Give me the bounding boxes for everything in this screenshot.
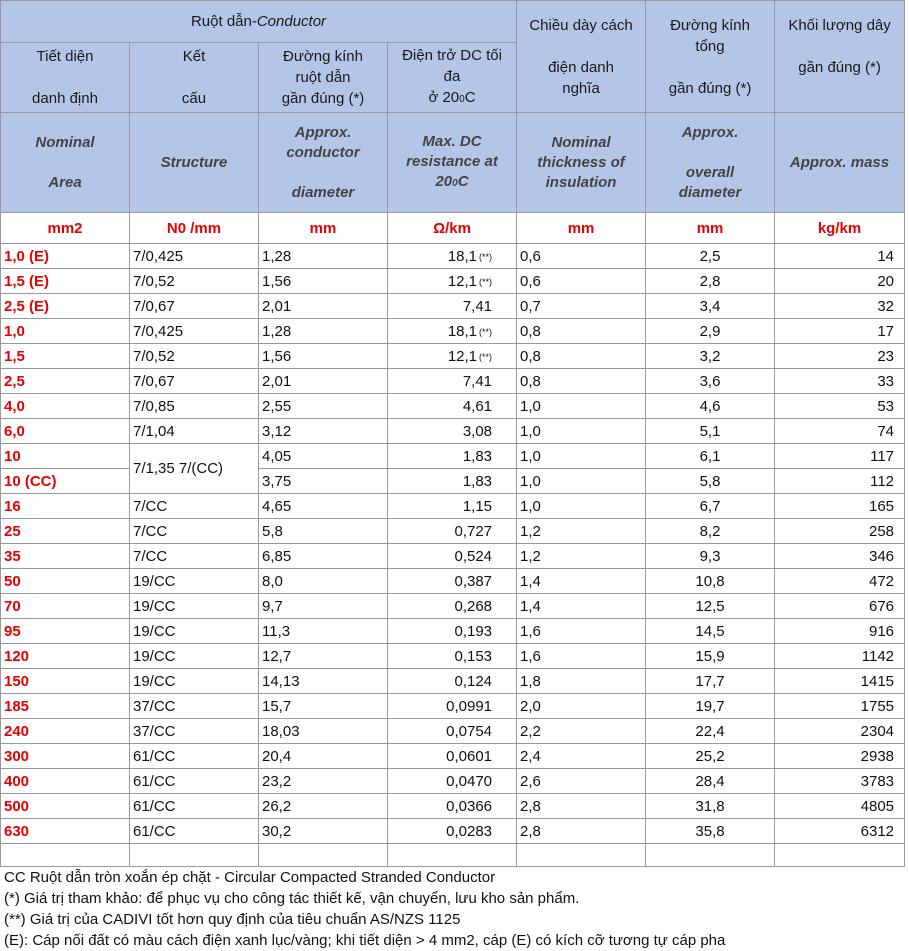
table-row (1, 244, 905, 269)
dc-resistance-cell: 3,08 (388, 419, 517, 444)
table-row (1, 694, 905, 719)
structure-cell: 61/CC (130, 769, 259, 794)
mass-header-en: Approx. mass (775, 113, 905, 213)
size-cell: 2,5 (1, 369, 130, 394)
insulation-cell: 2,0 (517, 694, 646, 719)
conductor-diameter-cell: 5,8 (259, 519, 388, 544)
structure-cell: 19/CC (130, 594, 259, 619)
unit-mass: kg/km (775, 213, 905, 244)
structure-cell: 61/CC (130, 819, 259, 844)
structure-cell: 19/CC (130, 644, 259, 669)
footnote-marker: (**) (479, 351, 493, 362)
mass-cell: 4805 (775, 794, 905, 819)
mass-header-vi: Khối lượng dây gần đúng (*) (775, 1, 905, 113)
structure-cell: 7/0,52 (130, 344, 259, 369)
mass-cell: 33 (775, 369, 905, 394)
structure-cell: 37/CC (130, 719, 259, 744)
overall-diameter-cell: 12,5 (646, 594, 775, 619)
conductor-diameter-cell: 3,75 (259, 469, 388, 494)
table-row (1, 794, 905, 819)
dc-resistance-cell: 12,1 (**) (388, 344, 517, 369)
mass-cell: 2304 (775, 719, 905, 744)
structure-cell: 19/CC (130, 619, 259, 644)
conductor-diameter-cell: 1,56 (259, 269, 388, 294)
dc-resistance-cell: 12,1 (**) (388, 269, 517, 294)
insulation-cell: 1,4 (517, 594, 646, 619)
mass-cell: 112 (775, 469, 905, 494)
size-cell: 1,5 (1, 344, 130, 369)
dc-resistance-cell: 18,1 (**) (388, 319, 517, 344)
dc-resistance-cell: 7,41 (388, 294, 517, 319)
size-cell: 4,0 (1, 394, 130, 419)
table-row (1, 294, 905, 319)
unit-insulation: mm (517, 213, 646, 244)
size-cell: 1,0 (1, 319, 130, 344)
unit-structure: N0 /mm (130, 213, 259, 244)
mass-cell: 346 (775, 544, 905, 569)
dc-resistance-cell: 0,153 (388, 644, 517, 669)
insulation-cell: 2,6 (517, 769, 646, 794)
overall-diameter-cell: 31,8 (646, 794, 775, 819)
size-cell: 35 (1, 544, 130, 569)
overall-diameter-cell: 17,7 (646, 669, 775, 694)
structure-header-en: Structure (130, 113, 259, 213)
conductor-diameter-cell: 9,7 (259, 594, 388, 619)
size-cell: 500 (1, 794, 130, 819)
size-cell: 16 (1, 494, 130, 519)
area-header-en: Nominal Area (1, 113, 130, 213)
insulation-cell: 1,0 (517, 444, 646, 469)
size-cell: 6,0 (1, 419, 130, 444)
dc-resistance-cell: 1,83 (388, 444, 517, 469)
table-row (1, 519, 905, 544)
dc-resistance-cell: 0,524 (388, 544, 517, 569)
note-cadivi: (**) Giá trị của CADIVI tốt hơn quy định của tiêu chuẩn AS/NZS 1125 (4, 911, 461, 928)
insulation-cell: 1,2 (517, 544, 646, 569)
structure-cell: 61/CC (130, 744, 259, 769)
overall-diameter-cell: 5,8 (646, 469, 775, 494)
mass-cell: 258 (775, 519, 905, 544)
insulation-cell: 0,8 (517, 369, 646, 394)
table-row (1, 819, 905, 844)
dc-resistance-cell: 18,1 (**) (388, 244, 517, 269)
table-row (1, 369, 905, 394)
insulation-cell: 0,6 (517, 269, 646, 294)
footnotes (0, 867, 909, 951)
conductor-diameter-cell: 11,3 (259, 619, 388, 644)
structure-cell: 7/CC (130, 494, 259, 519)
unit-dc-resistance: Ω/km (388, 213, 517, 244)
overall-diameter-cell: 15,9 (646, 644, 775, 669)
table-row (1, 744, 905, 769)
overall-diameter-header-vi: Đường kính tổng gần đúng (*) (646, 1, 775, 113)
overall-diameter-header-en: Approx. overall diameter (646, 113, 775, 213)
conductor-group-header: Ruột dẫn-Conductor (1, 1, 517, 43)
conductor-diameter-cell: 2,01 (259, 369, 388, 394)
size-cell: 1,5 (E) (1, 269, 130, 294)
table-row (1, 769, 905, 794)
structure-cell: 37/CC (130, 694, 259, 719)
note-reference: (*) Giá trị tham khảo: để phục vụ cho công tác thiết kế, vận chuyển, lưu kho sản phẩm. (4, 890, 580, 907)
size-cell: 50 (1, 569, 130, 594)
mass-cell: 6312 (775, 819, 905, 844)
overall-diameter-cell: 3,6 (646, 369, 775, 394)
insulation-cell: 1,6 (517, 619, 646, 644)
table-row (1, 594, 905, 619)
insulation-cell: 1,6 (517, 644, 646, 669)
overall-diameter-cell: 10,8 (646, 569, 775, 594)
structure-cell: 7/0,85 (130, 394, 259, 419)
table-row (1, 269, 905, 294)
insulation-cell: 2,4 (517, 744, 646, 769)
mass-cell: 17 (775, 319, 905, 344)
conductor-diameter-cell: 1,56 (259, 344, 388, 369)
conductor-diameter-cell: 1,28 (259, 319, 388, 344)
size-cell: 240 (1, 719, 130, 744)
table-row (1, 719, 905, 744)
conductor-diameter-cell: 30,2 (259, 819, 388, 844)
insulation-cell: 2,8 (517, 819, 646, 844)
structure-cell: 61/CC (130, 794, 259, 819)
footnote-marker: (**) (479, 326, 493, 337)
table-row (1, 619, 905, 644)
unit-overall-diameter: mm (646, 213, 775, 244)
overall-diameter-cell: 6,7 (646, 494, 775, 519)
footnote-marker: (**) (479, 251, 493, 262)
overall-diameter-cell: 5,1 (646, 419, 775, 444)
dc-resistance-cell: 0,0366 (388, 794, 517, 819)
insulation-header-vi: Chiều dày cách điện danh nghĩa (517, 1, 646, 113)
footnote-marker: (**) (479, 276, 493, 287)
size-cell: 120 (1, 644, 130, 669)
conductor-diameter-cell: 4,05 (259, 444, 388, 469)
overall-diameter-cell: 2,8 (646, 269, 775, 294)
structure-cell: 7/1,35 7/(CC) (130, 444, 259, 494)
overall-diameter-cell: 2,9 (646, 319, 775, 344)
mass-cell: 74 (775, 419, 905, 444)
size-cell: 400 (1, 769, 130, 794)
unit-conductor-diameter: mm (259, 213, 388, 244)
conductor-diameter-cell: 23,2 (259, 769, 388, 794)
mass-cell: 1142 (775, 644, 905, 669)
size-cell: 150 (1, 669, 130, 694)
conductor-diameter-cell: 2,55 (259, 394, 388, 419)
conductor-diameter-header-en: Approx. conductor diameter (259, 113, 388, 213)
overall-diameter-cell: 6,1 (646, 444, 775, 469)
dc-resistance-cell: 7,41 (388, 369, 517, 394)
mass-cell: 53 (775, 394, 905, 419)
structure-cell: 7/0,52 (130, 269, 259, 294)
insulation-cell: 1,4 (517, 569, 646, 594)
structure-cell: 7/0,425 (130, 319, 259, 344)
overall-diameter-cell: 35,8 (646, 819, 775, 844)
table-row (1, 644, 905, 669)
structure-cell: 7/0,425 (130, 244, 259, 269)
conductor-diameter-cell: 14,13 (259, 669, 388, 694)
conductor-diameter-cell: 2,01 (259, 294, 388, 319)
dc-resistance-cell: 4,61 (388, 394, 517, 419)
insulation-cell: 1,0 (517, 469, 646, 494)
mass-cell: 472 (775, 569, 905, 594)
mass-cell: 1755 (775, 694, 905, 719)
overall-diameter-cell: 2,5 (646, 244, 775, 269)
table-row (1, 494, 905, 519)
dc-resistance-cell: 0,268 (388, 594, 517, 619)
mass-cell: 32 (775, 294, 905, 319)
conductor-diameter-cell: 12,7 (259, 644, 388, 669)
insulation-cell: 1,8 (517, 669, 646, 694)
structure-cell: 7/1,04 (130, 419, 259, 444)
dc-resistance-cell: 0,387 (388, 569, 517, 594)
conductor-diameter-cell: 15,7 (259, 694, 388, 719)
size-cell: 70 (1, 594, 130, 619)
insulation-cell: 0,7 (517, 294, 646, 319)
conductor-diameter-cell: 4,65 (259, 494, 388, 519)
size-cell: 300 (1, 744, 130, 769)
size-cell: 25 (1, 519, 130, 544)
overall-diameter-cell: 22,4 (646, 719, 775, 744)
table-row (1, 444, 905, 469)
structure-cell: 19/CC (130, 569, 259, 594)
dc-resistance-cell: 0,124 (388, 669, 517, 694)
dc-resistance-cell: 1,83 (388, 469, 517, 494)
mass-cell: 23 (775, 344, 905, 369)
table-row (1, 319, 905, 344)
mass-cell: 20 (775, 269, 905, 294)
overall-diameter-cell: 25,2 (646, 744, 775, 769)
size-cell: 10 (CC) (1, 469, 130, 494)
structure-cell: 7/0,67 (130, 369, 259, 394)
conductor-diameter-cell: 1,28 (259, 244, 388, 269)
overall-diameter-cell: 4,6 (646, 394, 775, 419)
conductor-diameter-cell: 20,4 (259, 744, 388, 769)
table-row (1, 344, 905, 369)
note-cc: CC Ruột dẫn tròn xoắn ép chặt - Circular Compacted Stranded Conductor (4, 869, 496, 886)
table-row (1, 569, 905, 594)
conductor-diameter-cell: 8,0 (259, 569, 388, 594)
overall-diameter-cell: 9,3 (646, 544, 775, 569)
mass-cell: 14 (775, 244, 905, 269)
dc-resistance-cell: 1,15 (388, 494, 517, 519)
note-earth-cable: (E): Cáp nối đất có màu cách điện xanh lục/vàng; khi tiết diện > 4 mm2, cáp (E) có kích cỡ tương tự cáp pha (4, 932, 726, 949)
insulation-cell: 2,8 (517, 794, 646, 819)
size-cell: 1,0 (E) (1, 244, 130, 269)
mass-cell: 117 (775, 444, 905, 469)
area-header-vi: Tiết diện danh định (1, 43, 130, 113)
unit-area: mm2 (1, 213, 130, 244)
table-row (1, 394, 905, 419)
dc-resistance-cell: 0,193 (388, 619, 517, 644)
dc-resistance-header-vi: Điện trở DC tối đa ở 200C (388, 43, 517, 113)
overall-diameter-cell: 14,5 (646, 619, 775, 644)
insulation-cell: 1,2 (517, 519, 646, 544)
mass-cell: 2938 (775, 744, 905, 769)
insulation-cell: 0,8 (517, 344, 646, 369)
dc-resistance-header-en: Max. DC resistance at 200C (388, 113, 517, 213)
insulation-header-en: Nominal thickness of insulation (517, 113, 646, 213)
structure-cell: 7/CC (130, 519, 259, 544)
structure-cell: 7/CC (130, 544, 259, 569)
insulation-cell: 1,0 (517, 394, 646, 419)
size-cell: 630 (1, 819, 130, 844)
structure-cell: 7/0,67 (130, 294, 259, 319)
mass-cell: 916 (775, 619, 905, 644)
mass-cell: 1415 (775, 669, 905, 694)
mass-cell: 165 (775, 494, 905, 519)
size-cell: 95 (1, 619, 130, 644)
dc-resistance-cell: 0,0991 (388, 694, 517, 719)
overall-diameter-cell: 8,2 (646, 519, 775, 544)
dc-resistance-cell: 0,0470 (388, 769, 517, 794)
insulation-cell: 0,8 (517, 319, 646, 344)
overall-diameter-cell: 19,7 (646, 694, 775, 719)
table-row (1, 419, 905, 444)
size-cell: 185 (1, 694, 130, 719)
overall-diameter-cell: 28,4 (646, 769, 775, 794)
insulation-cell: 0,6 (517, 244, 646, 269)
table-row (1, 544, 905, 569)
conductor-diameter-cell: 6,85 (259, 544, 388, 569)
structure-cell: 19/CC (130, 669, 259, 694)
dc-resistance-cell: 0,727 (388, 519, 517, 544)
overall-diameter-cell: 3,2 (646, 344, 775, 369)
dc-resistance-cell: 0,0601 (388, 744, 517, 769)
insulation-cell: 1,0 (517, 494, 646, 519)
insulation-cell: 2,2 (517, 719, 646, 744)
size-cell: 2,5 (E) (1, 294, 130, 319)
blank-row (1, 844, 905, 867)
overall-diameter-cell: 3,4 (646, 294, 775, 319)
dc-resistance-cell: 0,0283 (388, 819, 517, 844)
conductor-diameter-header-vi: Đường kính ruột dẫn gần đúng (*) (259, 43, 388, 113)
dc-resistance-cell: 0,0754 (388, 719, 517, 744)
insulation-cell: 1,0 (517, 419, 646, 444)
conductor-diameter-cell: 26,2 (259, 794, 388, 819)
conductor-diameter-cell: 18,03 (259, 719, 388, 744)
table-row (1, 669, 905, 694)
mass-cell: 3783 (775, 769, 905, 794)
conductor-diameter-cell: 3,12 (259, 419, 388, 444)
mass-cell: 676 (775, 594, 905, 619)
structure-header-vi: Kết cấu (130, 43, 259, 113)
size-cell: 10 (1, 444, 130, 469)
